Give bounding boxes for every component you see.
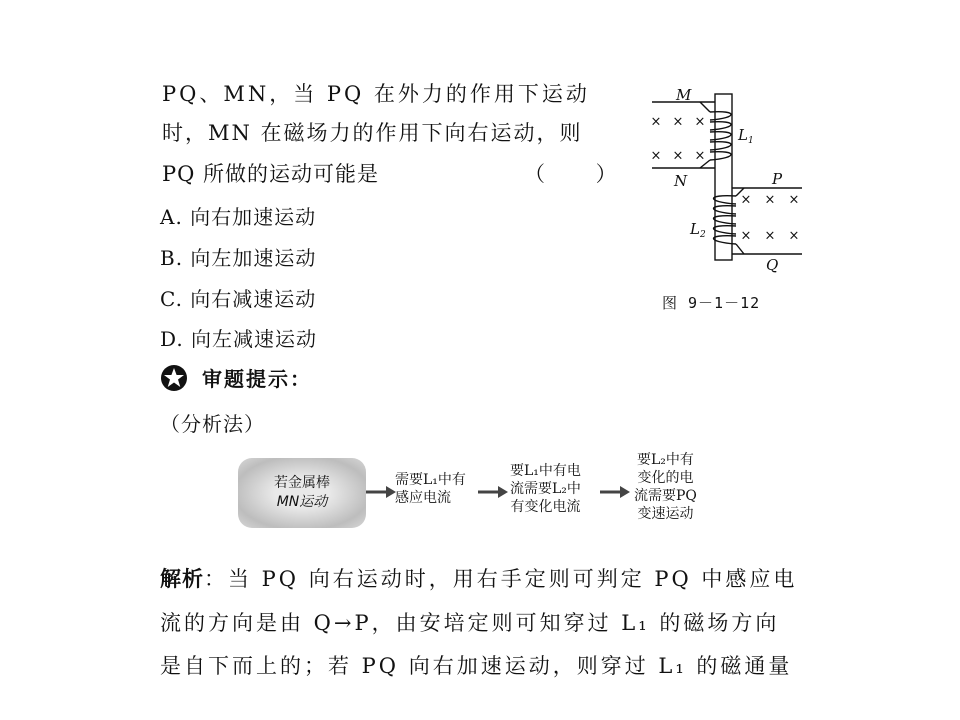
flow-start-line-2: MN运动	[276, 494, 328, 510]
field-cross: ×	[694, 114, 706, 130]
analysis-line-3: 是自下而上的；若 PQ 向右加速运动，则穿过 L₁ 的磁通量	[160, 654, 793, 678]
field-cross: ×	[764, 192, 776, 208]
flow-step-2-line-3: 有变化电流	[510, 499, 581, 515]
label-l1: $L_1$	[738, 126, 754, 146]
star-icon	[160, 364, 188, 392]
method-label: （分析法）	[160, 412, 265, 436]
flow-step-2	[510, 462, 581, 516]
flow-start-line-1: 若金属棒	[274, 475, 330, 491]
label-m: M	[676, 88, 692, 104]
flow-arrow-2	[478, 485, 508, 499]
hint-label: 审题提示：	[202, 367, 312, 391]
flow-step-3-line-3: 流需要PQ	[634, 488, 697, 504]
flow-step-2-line-2: 流需要L₂中	[510, 481, 581, 497]
question-line-1: PQ、MN，当 PQ 在外力的作用下运动	[162, 82, 590, 106]
flow-step-3-line-1: 要L₂中有	[636, 452, 694, 468]
label-n: N	[674, 172, 688, 190]
option-d: D. 向左减速运动	[160, 327, 318, 351]
hint-heading	[160, 363, 312, 392]
field-cross: ×	[672, 148, 684, 164]
field-cross: ×	[740, 192, 752, 208]
flow-step-2-line-1: 要L₁中有电	[510, 463, 581, 479]
flow-step-3-line-2: 变化的电	[637, 470, 694, 486]
label-q: Q	[766, 256, 779, 274]
flow-step-3-line-4: 变速运动	[637, 506, 694, 522]
label-p: P	[772, 170, 783, 188]
flow-arrow-1	[366, 485, 396, 499]
field-cross: ×	[764, 228, 776, 244]
option-a: A. 向右加速运动	[160, 205, 317, 229]
question-line-2: 时，MN 在磁场力的作用下向右运动，则	[162, 121, 583, 145]
answer-blank: （ ）	[524, 162, 639, 186]
analysis-label: 解析	[160, 567, 204, 591]
field-cross: ×	[788, 228, 800, 244]
flow-step-1	[395, 471, 466, 507]
flow-step-1-line-1: 需要L₁中有	[395, 472, 466, 488]
question-line-3: PQ 所做的运动可能是	[162, 162, 380, 186]
field-cross: ×	[650, 114, 662, 130]
flow-step-3	[634, 451, 697, 523]
field-cross: ×	[740, 228, 752, 244]
option-b: B. 向左加速运动	[160, 246, 317, 270]
figure-caption: 图 9－1－12	[662, 294, 761, 312]
circuit-figure	[640, 88, 820, 278]
field-cross: ×	[694, 148, 706, 164]
analysis-line-1	[160, 563, 797, 593]
field-cross: ×	[650, 148, 662, 164]
flow-step-1-line-2: 感应电流	[395, 490, 451, 506]
option-c: C. 向右减速运动	[160, 287, 317, 311]
field-cross: ×	[672, 114, 684, 130]
analysis-line-1-text: ：当 PQ 向右运动时，用右手定则可判定 PQ 中感应电	[204, 567, 798, 591]
analysis-line-2: 流的方向是由 Q→P，由安培定则可知穿过 L₁ 的磁场方向	[160, 611, 780, 635]
flow-arrow-3	[600, 485, 630, 499]
label-l2: $L_2$	[690, 220, 706, 240]
field-cross: ×	[788, 192, 800, 208]
flow-start-box	[238, 458, 366, 528]
